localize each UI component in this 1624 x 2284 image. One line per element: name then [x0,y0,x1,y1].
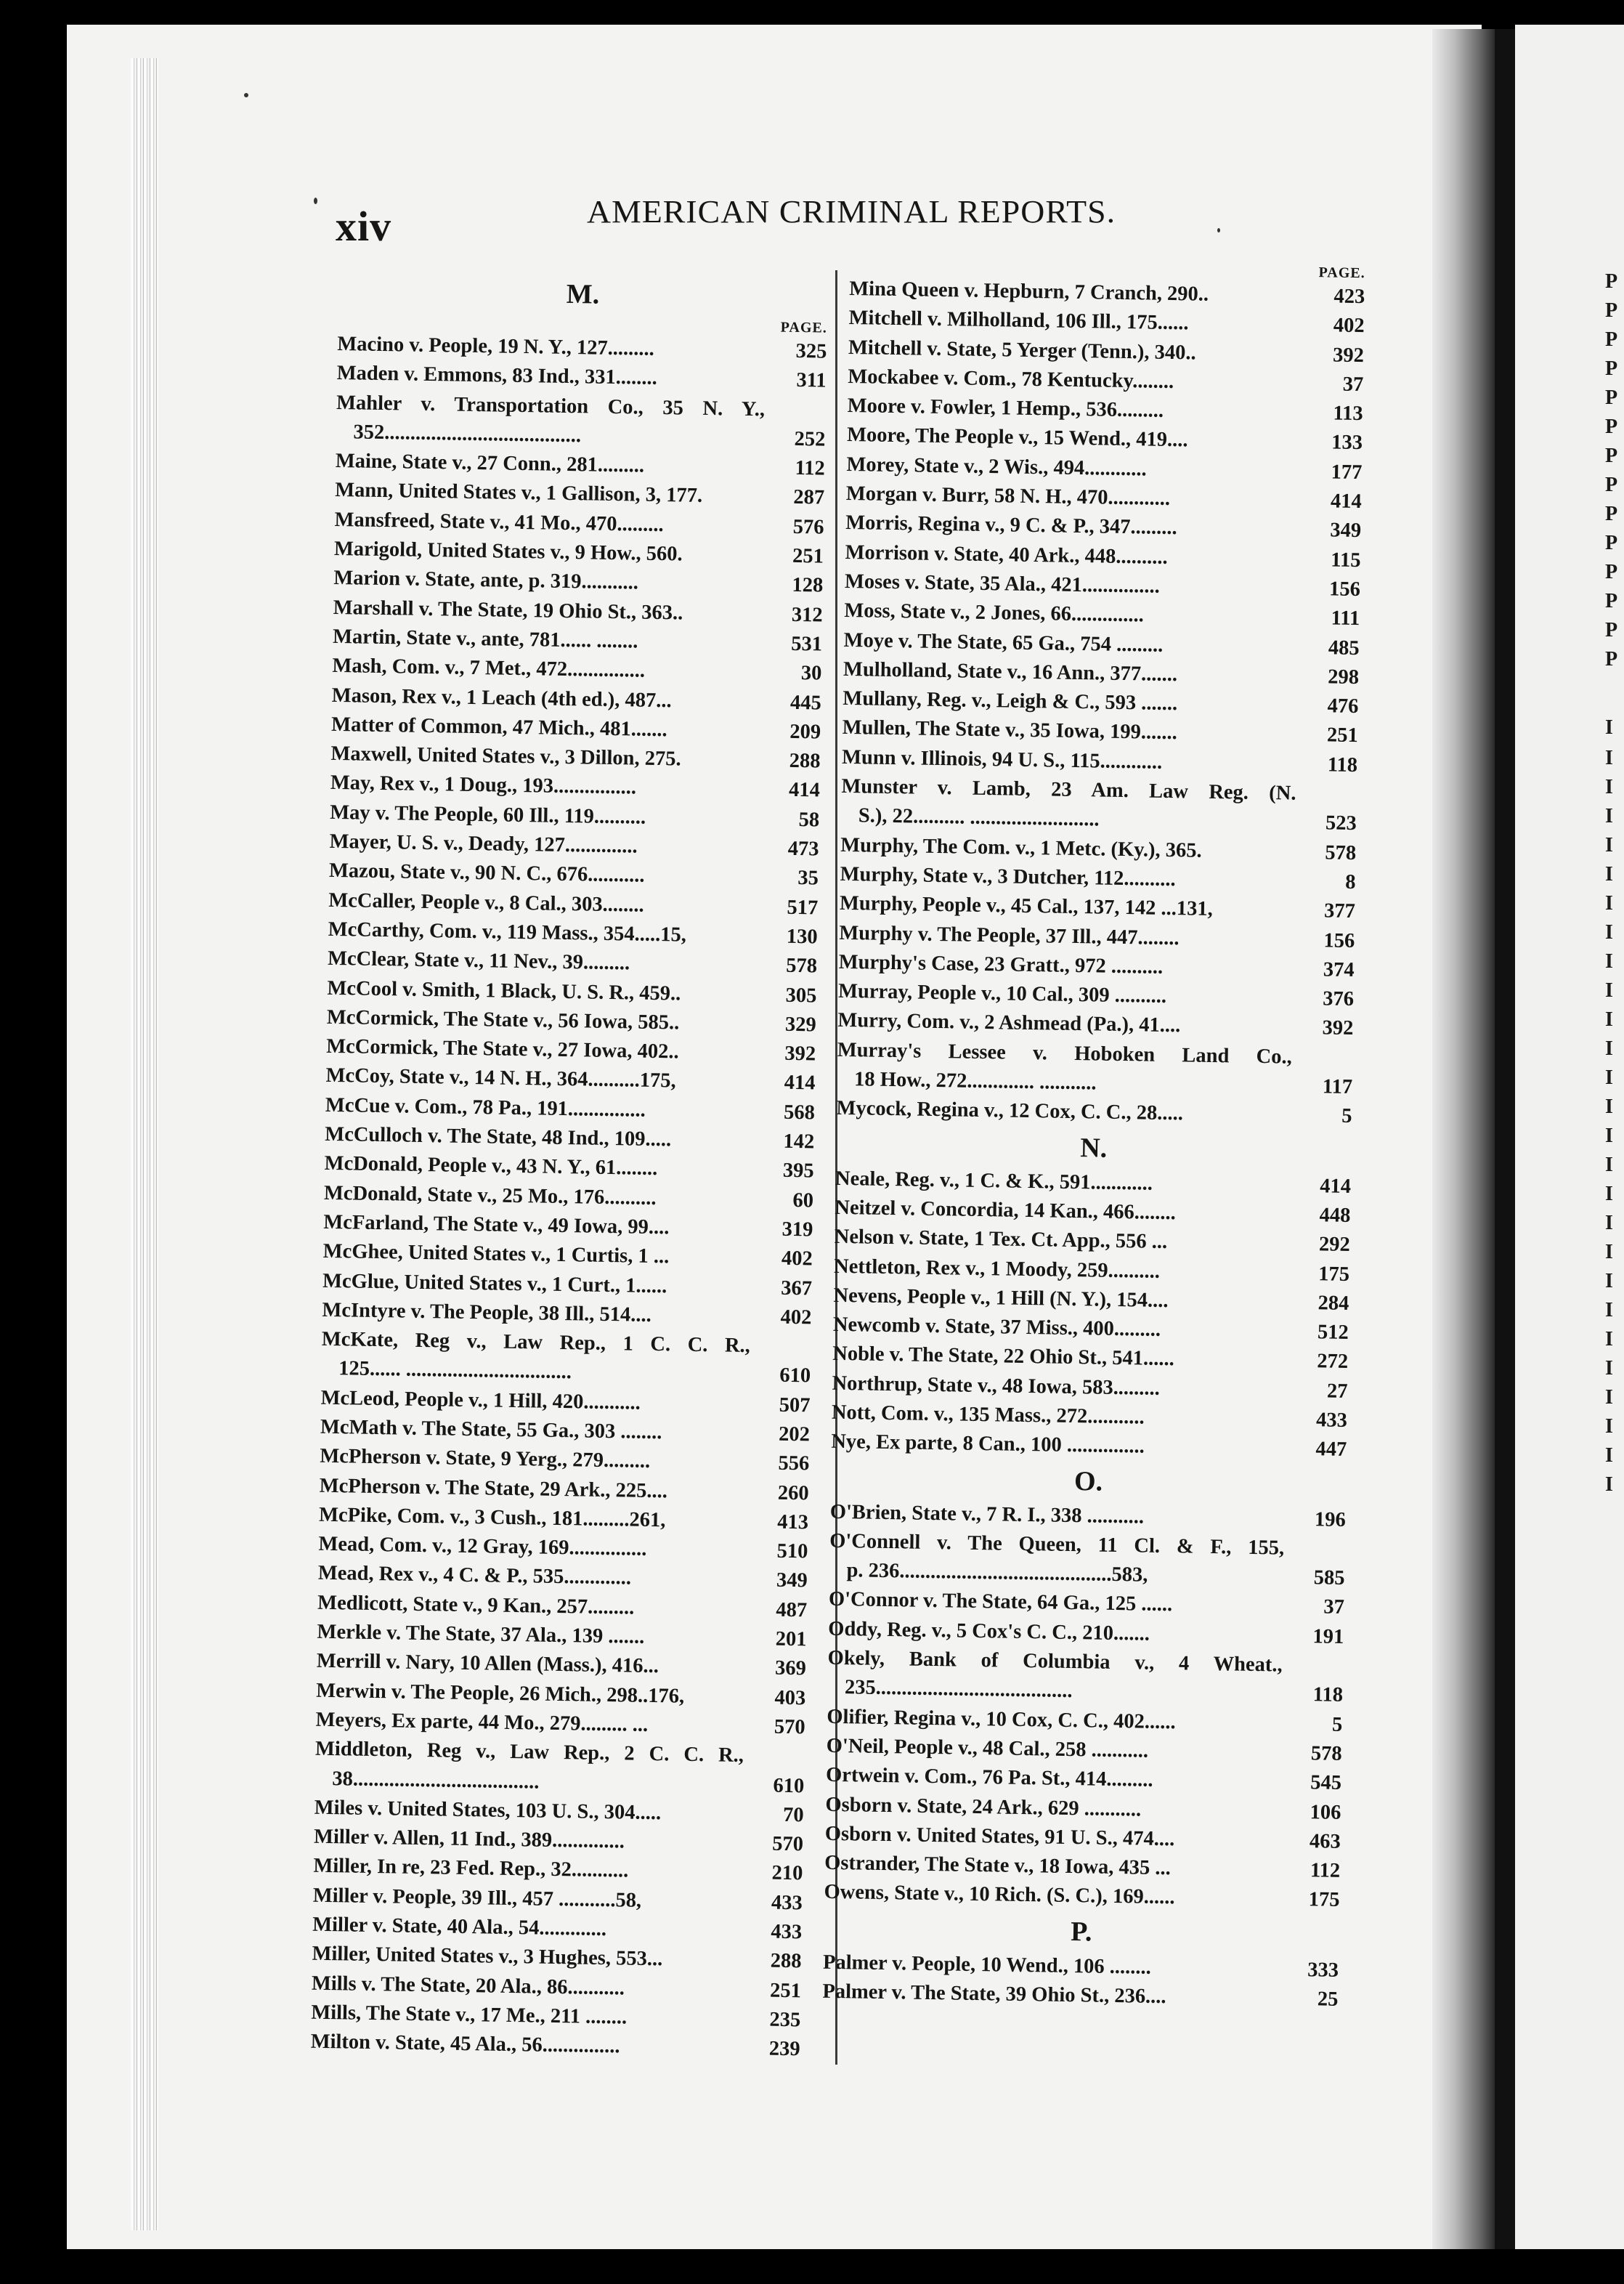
gutter-shadow [1432,29,1495,2249]
facing-page-letter: I [1605,1125,1613,1147]
facing-page-letter: P [1605,474,1618,496]
page-reference: 201 [775,1627,807,1651]
case-citation: Marigold, United States v., 9 How., 560. [333,538,683,566]
page-reference: 142 [783,1130,815,1154]
page-reference: 60 [792,1188,814,1212]
facing-page-letter: P [1605,619,1618,641]
case-citation: Olifier, Regina v., 10 Cox, C. C., 402...... [827,1705,1176,1733]
page-reference: 298 [1327,665,1360,689]
page-reference: 578 [786,955,818,978]
page-number: xiv [336,203,392,250]
paper-speck [244,93,248,97]
section-letter-heading: O. [1073,1465,1103,1497]
page-column-label: PAGE. [1318,264,1365,282]
page-reference: 272 [1317,1350,1349,1374]
facing-page-letter: P [1605,299,1618,322]
left-column [310,270,828,2065]
page-reference: 118 [1312,1683,1344,1707]
case-citation: Nelson v. State, 1 Tex. Ct. App., 556 ... [834,1226,1168,1254]
facing-page-letter: I [1605,1037,1613,1060]
case-citation: Mason, Rex v., 1 Leach (4th ed.), 487... [331,684,672,712]
case-citation: Palmer v. The State, 39 Ohio St., 236.... [822,1980,1166,2009]
case-citation: Okely, Bank of Columbia v., 4 Wheat., [827,1646,1283,1677]
page-reference: 112 [795,457,826,480]
case-citation: Noble v. The State, 22 Ohio St., 541...... [832,1343,1175,1371]
right-column [822,256,1365,2014]
page-reference: 510 [776,1539,808,1563]
page-column-label: PAGE. [780,319,828,336]
facing-page-letter: P [1605,590,1618,612]
page-reference: 113 [1333,402,1363,426]
page-reference: 288 [789,749,821,773]
page-reference: 260 [777,1481,809,1505]
facing-page-letter: I [1605,1241,1613,1263]
case-citation: Martin, State v., ante, 781...... ........ [332,625,638,653]
case-citation: Morris, Regina v., 9 C. & P., 347......... [845,511,1177,540]
case-citation: Murry, Com. v., 2 Ashmead (Pa.), 41.... [837,1009,1181,1037]
case-citation: McGlue, United States v., 1 Curt., 1...... [322,1269,667,1297]
page-reference: 433 [1315,1409,1348,1432]
section-letter-heading: N. [1079,1132,1108,1164]
page-reference: 402 [780,1305,812,1329]
page-reference: 349 [1330,519,1362,543]
case-citation: Oddy, Reg. v., 5 Cox's C. C., 210....... [828,1617,1150,1645]
page-reference: 377 [1323,899,1356,923]
case-citation: McKate, Reg v., Law Rep., 1 C. C. R., [321,1327,751,1358]
case-citation: Murphy's Case, 23 Gratt., 972 .......... [838,950,1164,979]
facing-page-letter: P [1605,532,1618,554]
page-reference: 5 [1331,1713,1343,1736]
facing-page-letter: P [1605,445,1618,467]
facing-page-letter: P [1605,561,1618,583]
case-citation: Nevens, People v., 1 Hill (N. Y.), 154.... [833,1284,1169,1312]
page-reference: 191 [1312,1625,1344,1648]
facing-page-letter: P [1605,357,1618,380]
case-citation: Ortwein v. Com., 76 Pa. St., 414......... [825,1763,1153,1792]
page-reference: 325 [795,339,827,363]
case-citation: McPike, Com. v., 3 Cush., 181.........261, [318,1503,666,1532]
page-reference: 37 [1342,373,1364,397]
page-reference: 392 [1322,1016,1354,1040]
page-reference: 576 [792,515,824,539]
case-citation: Murphy, People v., 45 Cal., 137, 142 ...131, [839,892,1213,921]
facing-page-letter: I [1605,979,1613,1002]
index-entry [321,1325,811,1391]
facing-page-letter: I [1605,1473,1613,1496]
page-reference: 8 [1345,870,1356,894]
case-citation: O'Connell v. The Queen, 11 Cl. & F., 155, [829,1529,1285,1560]
section-letter-heading: P. [1070,1916,1092,1948]
page-reference: 414 [1330,490,1363,514]
facing-page-letter: I [1605,1154,1613,1176]
page-reference: 239 [768,2037,800,2061]
facing-page-letter: I [1605,1328,1613,1350]
case-citation: Nettleton, Rex v., 1 Moody, 259.......... [833,1255,1161,1283]
page-reference: 251 [792,544,824,568]
case-citation: Mullany, Reg. v., Leigh & C., 593 ....... [843,687,1178,716]
case-citation: Mead, Rex v., 4 C. & P., 535............. [317,1562,632,1590]
page-reference: 25 [1317,1988,1339,2011]
paper-speck [314,198,317,204]
case-citation: McClear, State v., 11 Nev., 39......... [327,947,630,975]
page-reference: 35 [797,867,819,890]
index-entry [336,389,826,455]
page-reference: 210 [771,1862,803,1885]
case-citation: Nott, Com. v., 135 Mass., 272........... [831,1401,1145,1429]
case-citation: Nye, Ex parte, 8 Can., 100 ............... [831,1430,1145,1458]
page-reference: 235 [769,2008,801,2032]
page-reference: 395 [782,1159,814,1183]
case-citation: Osborn v. United States, 91 U. S., 474.... [824,1822,1175,1851]
case-citation: Middleton, Reg v., Law Rep., 2 C. C. R., [314,1738,744,1767]
case-citation: Mycock, Regina v., 12 Cox, C. C., 28..... [836,1097,1184,1125]
case-citation: Mitchell v. Milholland, 106 Ill., 175...... [848,307,1189,335]
facing-page-letter: I [1605,921,1613,944]
facing-page-letter: I [1605,834,1613,856]
index-entry [827,1644,1344,1711]
case-citation: Moye v. The State, 65 Ga., 754 ......... [843,628,1164,657]
page-reference: 175 [1318,1262,1350,1286]
facing-page-letter: P [1605,386,1618,409]
page-reference: 118 [1327,753,1358,777]
page-reference: 463 [1309,1830,1341,1853]
page-reference: 556 [778,1451,810,1475]
case-citation: Newcomb v. State, 37 Miss., 400......... [832,1313,1161,1341]
page-reference: 156 [1328,578,1361,602]
page-reference: 376 [1323,987,1355,1011]
case-citation: May, Rex v., 1 Doug., 193................ [330,772,637,799]
page-reference: 177 [1331,461,1363,484]
page-reference: 568 [783,1101,816,1125]
case-citation-continued: 18 How., 272............. ........... [853,1068,1097,1095]
case-citation: Maden v. Emmons, 83 Ind., 331........ [336,362,657,390]
case-citation: Murphy, The Com. v., 1 Metc. (Ky.), 365. [840,833,1202,862]
case-citation: Macino v. People, 19 N. Y., 127......... [337,332,655,360]
facing-page-letter: I [1605,747,1613,769]
page-reference: 202 [778,1422,811,1446]
case-citation: Mockabee v. Com., 78 Kentucky........ [848,365,1174,393]
case-citation: Mulholland, State v., 16 Ann., 377....... [843,657,1178,687]
facing-page-letter: I [1605,716,1613,739]
page-reference: 392 [784,1042,816,1066]
case-citation: O'Connor v. The State, 64 Ga., 125 ...... [828,1588,1173,1616]
facing-page-letter: I [1605,1270,1613,1292]
case-citation: McDonald, People v., 43 N. Y., 61........ [324,1152,658,1181]
case-citation: McIntyre v. The People, 38 Ill., 514.... [322,1298,652,1327]
facing-page-letter: I [1605,776,1613,798]
case-citation: McPherson v. State, 9 Yerg., 279......... [320,1445,651,1473]
page-reference: 433 [771,1891,803,1915]
case-citation: Morgan v. Burr, 58 N. H., 470............ [845,482,1171,511]
case-citation: Morrison v. State, 40 Ark., 448.......... [845,540,1168,569]
paper-speck [1217,228,1220,232]
case-citation: McMath v. The State, 55 Ga., 303 ........ [320,1415,662,1444]
page-reference: 349 [776,1569,808,1592]
page-reference: 473 [787,837,819,861]
case-citation: McCue v. Com., 78 Pa., 191............... [325,1093,646,1122]
case-citation: Mead, Com. v., 12 Gray, 169............... [318,1532,647,1561]
case-citation: McCool v. Smith, 1 Black, U. S. R., 459.. [327,976,681,1005]
page-reference: 156 [1323,928,1355,952]
page-reference: 423 [1333,285,1365,309]
facing-page-letter: I [1605,1066,1613,1089]
case-citation: Murphy, State v., 3 Dutcher, 112.......... [840,862,1176,891]
case-citation: Maine, State v., 27 Conn., 281......... [335,450,645,477]
page-reference: 30 [800,662,822,685]
page-reference: 305 [785,984,817,1007]
page-reference: 507 [779,1393,811,1417]
case-citation: Moore v. Fowler, 1 Hemp., 536......... [847,394,1164,422]
facing-page-letter: I [1605,1386,1613,1409]
case-citation: Mash, Com. v., 7 Met., 472............... [332,655,646,682]
page-reference: 517 [787,896,819,920]
case-citation-continued: 125...... ................................ [338,1357,572,1384]
case-citation: Palmer v. People, 10 Wend., 106 ........ [822,1951,1152,1979]
case-citation: McCulloch v. The State, 48 Ind., 109..... [325,1122,672,1151]
case-citation: Munster v. Lamb, 23 Am. Law Reg. (N. [841,774,1296,805]
page-reference: 37 [1323,1595,1345,1619]
page-reference: 288 [770,1949,802,1973]
page-reference: 5 [1341,1105,1352,1128]
case-citation: Moore, The People v., 15 Wend., 419.... [846,424,1188,452]
page-reference: 251 [1326,724,1358,748]
index-entry [829,1527,1345,1594]
case-citation: Mitchell v. State, 5 Yerger (Tenn.), 340.. [848,336,1196,365]
case-citation: Osborn v. State, 24 Ark., 629 ........... [825,1793,1142,1821]
case-citation-continued: S.), 22.......... ......................... [858,804,1100,831]
page-reference: 392 [1332,344,1365,367]
page-reference: 284 [1318,1292,1349,1315]
page-reference: 531 [791,632,823,656]
case-citation: Maxwell, United States v., 3 Dillon, 275. [330,742,681,771]
page-reference: 319 [781,1218,813,1242]
page-reference: 369 [774,1657,807,1680]
page-reference: 414 [1319,1174,1352,1198]
case-citation: McCoy, State v., 14 N. H., 364..........175, [325,1064,676,1093]
page-reference: 610 [779,1364,811,1388]
page-reference: 402 [781,1247,813,1271]
page-reference: 403 [774,1686,806,1709]
case-citation: Moses v. State, 35 Ala., 421............... [844,570,1160,598]
page-reference: 111 [1331,607,1360,631]
case-citation-continued: 235...................................... [844,1676,1073,1703]
case-citation: Mansfreed, State v., 41 Mo., 470......... [334,508,664,536]
case-citation: Mills v. The State, 20 Ala., 86........... [311,1972,625,2000]
page-reference: 523 [1325,811,1357,835]
case-citation: Marshall v. The State, 19 Ohio St., 363.. [333,596,683,625]
case-citation: Meyers, Ex parte, 44 Mo., 279......... ... [315,1708,649,1736]
case-citation: McLeod, People v., 1 Hill, 420........... [320,1386,641,1414]
facing-page-letter: I [1605,805,1613,827]
case-citation: Munn v. Illinois, 94 U. S., 115............ [841,745,1163,774]
case-citation: Mullen, The State v., 35 Iowa, 199....... [842,716,1178,745]
case-citation: Mann, United States v., 1 Gallison, 3, 177. [334,479,703,508]
case-citation: Ostrander, The State v., 18 Iowa, 435 ... [824,1851,1172,1880]
page-reference: 570 [772,1832,804,1856]
facing-page-letter: I [1605,892,1613,915]
case-citation: Owens, State v., 10 Rich. (S. C.), 169...... [824,1881,1175,1909]
facing-page-letter: P [1605,416,1618,438]
gutter-binding [1495,29,1515,2249]
page-reference: 374 [1323,958,1355,981]
page-reference: 414 [788,779,821,802]
page-reference: 175 [1308,1888,1340,1912]
page-reference: 128 [792,574,824,597]
case-citation: McGhee, United States v., 1 Curtis, 1 ... [322,1240,670,1268]
case-citation: Miller, In re, 23 Fed. Rep., 32........... [313,1855,629,1882]
page-reference: 70 [782,1803,804,1827]
case-citation: Mina Queen v. Hepburn, 7 Cranch, 290.. [849,277,1209,306]
facing-page-letter: I [1605,1415,1613,1438]
case-citation: Merwin v. The People, 26 Mich., 298..176, [316,1679,685,1708]
page-reference: 133 [1331,431,1363,455]
page-reference: 115 [1331,548,1361,572]
facing-page-letter: I [1605,1299,1613,1321]
page-reference: 585 [1313,1566,1345,1590]
facing-page-letter: P [1605,648,1618,671]
page-reference: 130 [786,925,818,949]
case-citation: O'Neil, People v., 48 Cal., 258 ........... [826,1734,1149,1762]
page-reference: 578 [1325,841,1357,864]
page-reference: 292 [1318,1233,1350,1257]
page-reference: 545 [1310,1771,1342,1795]
page-reference: 58 [798,808,820,832]
case-citation: Merkle v. The State, 37 Ala., 139 ....... [317,1620,645,1648]
page-reference: 27 [1326,1380,1348,1403]
page-reference: 512 [1317,1321,1349,1345]
page-reference: 252 [794,427,826,451]
case-citation: McDonald, State v., 25 Mo., 176.......... [323,1181,657,1210]
page-reference: 311 [796,369,827,392]
case-citation: McCaller, People v., 8 Cal., 303........ [328,888,644,917]
index-entry [841,772,1357,839]
case-citation: McCormick, The State v., 56 Iowa, 585.. [326,1005,680,1034]
case-citation: Northrup, State v., 48 Iowa, 583......... [832,1372,1161,1400]
case-citation: Miller v. State, 40 Ala., 54............. [312,1913,607,1941]
case-citation: Morey, State v., 2 Wis., 494............ [846,453,1147,481]
facing-page-letter: I [1605,1444,1613,1467]
facing-page-letter: I [1605,1008,1613,1031]
page-reference: 476 [1327,694,1359,718]
case-citation: Miller, United States v., 3 Hughes, 553... [312,1943,663,1971]
page-edges [131,58,158,2230]
case-citation: May v. The People, 60 Ill., 119.......... [330,801,646,829]
case-citation: McFarland, The State v., 49 Iowa, 99.... [323,1210,670,1239]
case-citation: Murphy v. The People, 37 Ill., 447........ [839,921,1180,949]
page-reference: 367 [781,1276,813,1300]
case-citation: Neale, Reg. v., 1 C. & K., 591............ [835,1167,1153,1195]
index-entry [314,1735,805,1801]
case-citation: McPherson v. The State, 29 Ark., 225.... [319,1474,668,1502]
case-citation-continued: p. 236.........................................583, [846,1559,1148,1587]
index-entry [837,1036,1353,1103]
case-citation: Milton v. State, 45 Ala., 56............... [310,2030,620,2058]
page-reference: 112 [1310,1859,1341,1883]
page-reference: 447 [1315,1438,1347,1462]
page-reference: 485 [1328,636,1360,660]
page-reference: 329 [784,1013,817,1037]
case-citation: Miller v. People, 39 Ill., 457 ...........58, [312,1884,642,1912]
case-citation: Miles v. United States, 103 U. S., 304..... [314,1796,662,1825]
case-citation: Miller v. Allen, 11 Ind., 389.............. [313,1825,625,1853]
case-citation: Murray's Lessee v. Hoboken Land Co., [837,1038,1292,1069]
page-reference: 448 [1319,1204,1351,1227]
case-citation: Mahler v. Transportation Co., 35 N. Y., [336,391,766,421]
case-citation: Merrill v. Nary, 10 Allen (Mass.), 416... [316,1650,659,1678]
section-letter-heading: M. [566,278,600,310]
facing-page-letter: I [1605,950,1613,973]
page-reference: 414 [784,1072,816,1095]
facing-page-letter: I [1605,863,1613,886]
page-reference: 312 [791,603,823,627]
page-reference: 445 [789,691,821,715]
case-citation: Murray, People v., 10 Cal., 309 .......... [837,980,1167,1008]
page-reference: 333 [1307,1958,1339,1982]
page-reference: 433 [771,1920,803,1944]
case-citation: Mayer, U. S. v., Deady, 127.............. [329,830,638,858]
page-reference: 413 [777,1510,809,1534]
facing-page-letter: I [1605,1096,1613,1118]
running-title: AMERICAN CRIMINAL REPORTS. [587,194,1116,230]
case-citation: Mills, The State v., 17 Me., 211 ........ [311,2001,628,2029]
page-reference: 209 [789,720,821,744]
case-citation: Neitzel v. Concordia, 14 Kan., 466........ [835,1196,1177,1225]
page-reference: 287 [793,486,825,510]
facing-page-letter: P [1605,503,1618,525]
facing-page-letter: I [1605,1183,1613,1205]
case-citation: Marion v. State, ante, p. 319........... [333,567,639,594]
page-reference: 196 [1314,1507,1346,1531]
case-citation: Matter of Common, 47 Mich., 481....... [330,713,667,742]
page-reference: 106 [1310,1800,1341,1824]
page-reference: 402 [1333,314,1365,338]
facing-page-letter: P [1605,270,1618,293]
page-reference: 610 [773,1774,805,1797]
page-reference: 251 [769,1979,802,2002]
facing-page-letter: I [1605,1212,1613,1234]
page-reference: 570 [774,1715,805,1739]
case-citation: Medlicott, State v., 9 Kan., 257......... [317,1591,635,1619]
facing-page-letter: P [1605,328,1618,351]
case-citation: McCormick, The State v., 27 Iowa, 402.. [325,1034,679,1064]
page-reference: 117 [1322,1075,1353,1099]
case-citation: McCarthy, Com. v., 119 Mass., 354.....15, [328,918,687,947]
page-reference: 578 [1310,1742,1342,1765]
case-citation-continued: 38.................................... [332,1767,540,1794]
case-citation: Moss, State v., 2 Jones, 66.............. [844,599,1144,627]
case-citation: Mazou, State v., 90 N. C., 676........... [328,859,645,888]
page-reference: 487 [776,1598,808,1622]
case-citation: O'Brien, State v., 7 R. I., 338 ........... [829,1500,1145,1528]
facing-page-letter: I [1605,1357,1613,1380]
case-citation-continued: 352...................................... [353,421,582,448]
